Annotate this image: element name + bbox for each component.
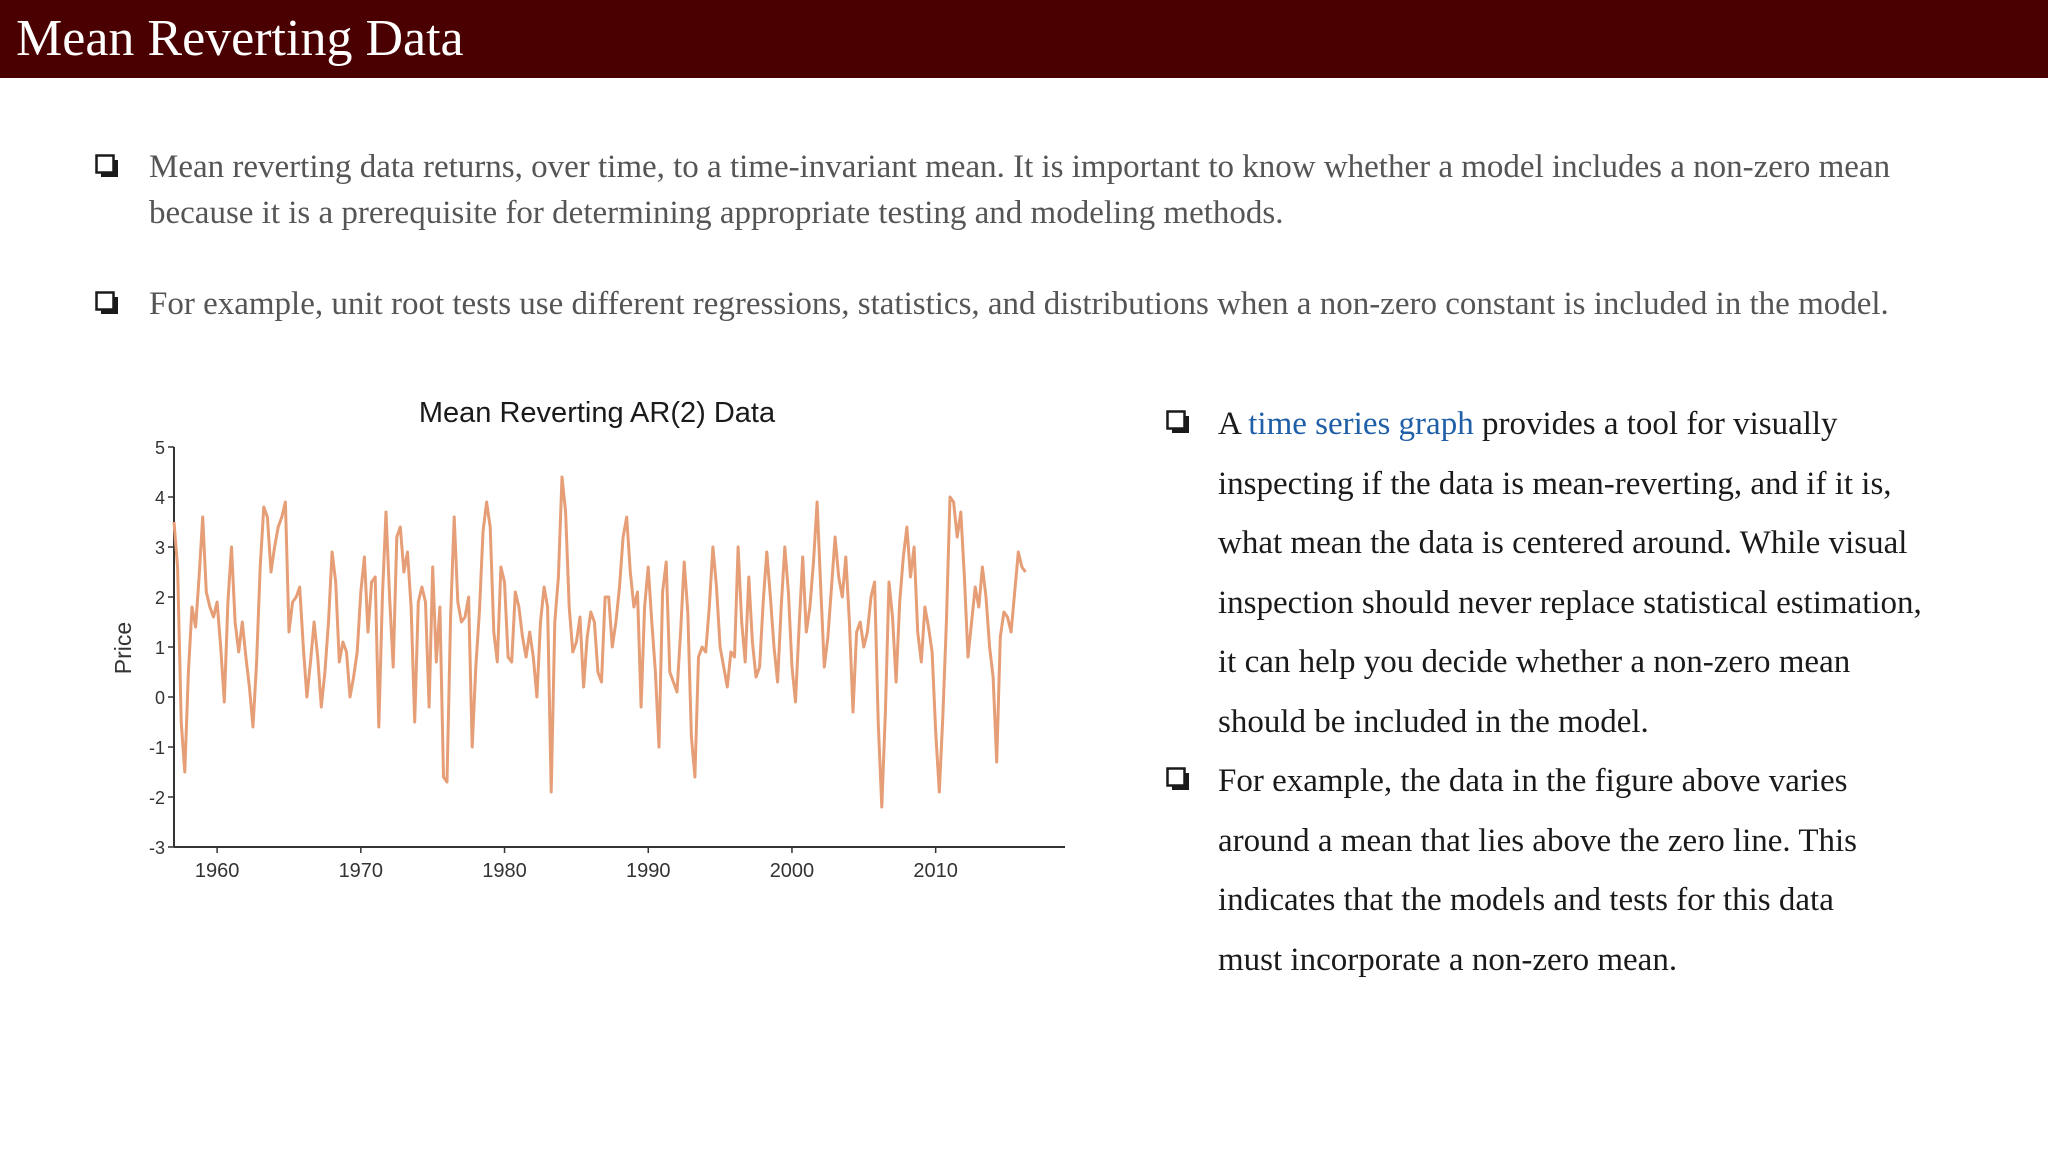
bullet-text-3 [1218,395,1938,752]
checkbox-bullet-icon [95,154,119,178]
x-tick-label: 1960 [194,860,240,882]
bullet-3-suffix: provides a tool for visually inspecting if the data is mean-reverting, and if it is, what mean the data is centered around. While visual inspection should never replace statistical estimation, it can help you decide whether a non-zero mean should be included in the model. [1218,406,1922,740]
y-tick-label: -2 [148,788,165,808]
x-tick-label: 2000 [769,860,815,882]
y-tick-label: 1 [154,638,165,658]
y-tick-label: -3 [148,838,165,858]
y-axis-label: Price [110,621,136,675]
checkbox-bullet-icon [1166,410,1190,434]
checkbox-bullet-icon [95,291,119,315]
line-chart [100,385,1080,895]
title-bar [0,0,2048,78]
bullet-text-1: Mean reverting data returns, over time, to a time-invariant mean. It is important to know whether a model includes a non-zero mean because it is a prerequisite for determining appropriate testing and modeling methods. [149,149,1891,231]
x-tick-label: 1970 [338,860,384,882]
y-tick-label: 5 [154,438,165,458]
x-tick-label: 2010 [913,860,958,882]
y-tick-label: 4 [154,488,165,508]
series-layer [174,477,1026,807]
y-tick-label: 2 [154,588,165,608]
y-tick-label: -1 [148,738,165,758]
bullet-text-2: For example, unit root tests use different regressions, statistics, and distributions when a non-zero constant is included in the model. [149,286,1889,322]
time-series-graph-link[interactable]: time series graph [1248,406,1474,442]
y-tick-label: 0 [154,688,165,708]
chart-title: Mean Reverting AR(2) Data [418,397,776,429]
bullet-text-4: For example, the data in the figure above varies around a mean that lies above the zero line. This indicates that the models and tests for this data must incorporate a non-zero mean. [1218,763,1858,978]
x-tick-label: 1980 [482,860,527,882]
checkbox-bullet-icon [1166,767,1190,791]
series-line-1 [174,477,1026,807]
page-title: Mean Reverting Data [16,10,464,67]
y-tick-label: 3 [154,538,165,558]
bullet-3-prefix: A [1218,406,1249,442]
x-tick-label: 1990 [625,860,671,882]
